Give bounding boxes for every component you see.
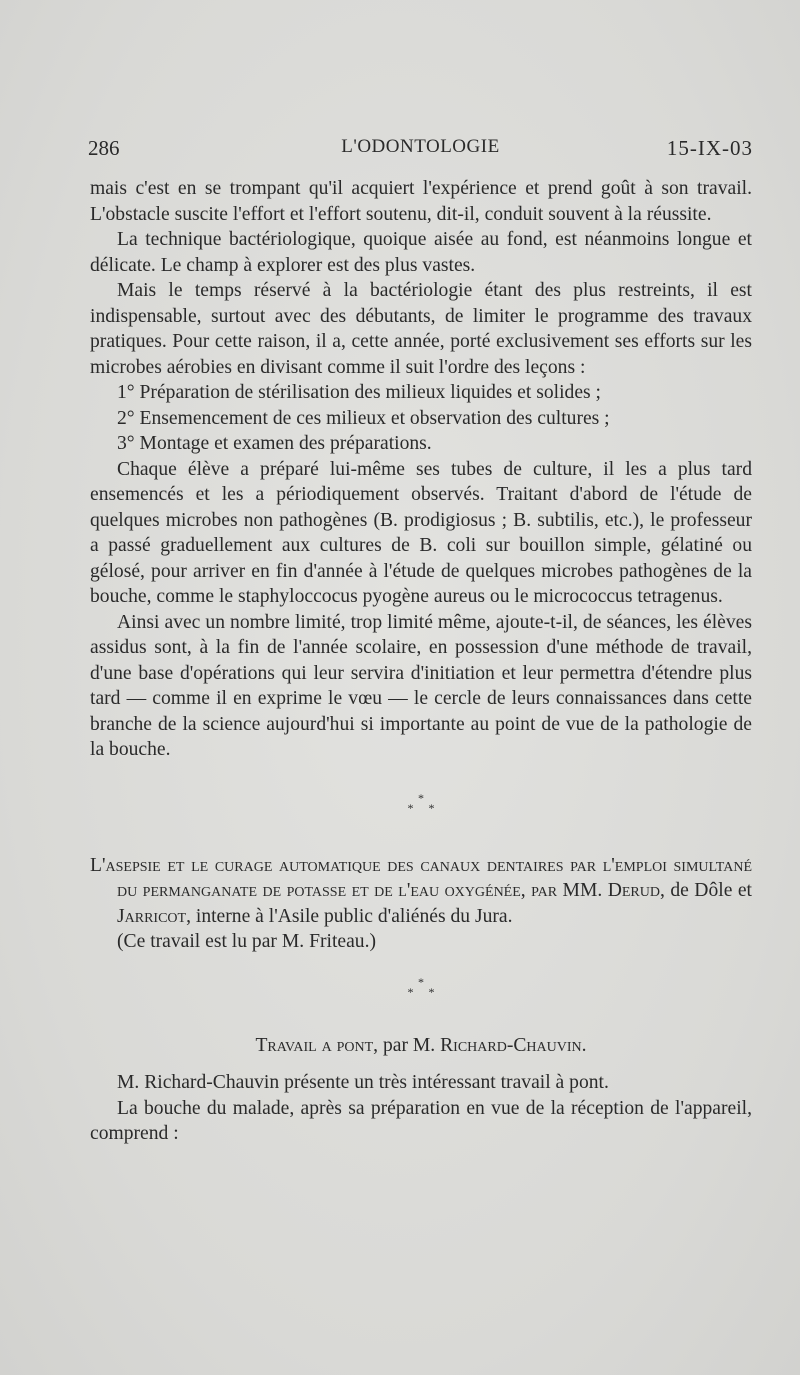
paragraph: Ainsi avec un nombre limité, trop limité même, ajoute-t-il, de séances, les élèves assidus sont, à la fin de l'année scolaire, en possession d'une méthode de travail, d'une base d'opérations qui leur servira d'initiation et leur permettra d'étendre plus tard — comme il en exprime le vœu — le cercle de leurs connaissances dans cette branche de la science aujourd'hui si importante au point de vue de la pathologie de la bouche. bbox=[90, 611, 752, 760]
issue-date: 15-IX-03 bbox=[666, 136, 753, 160]
section-title-text: , de Dôle et bbox=[660, 880, 752, 901]
section-heading-asepsie bbox=[90, 853, 752, 930]
paragraph: mais c'est en se trompant qu'il acquiert l'expérience et prend goût à son travail. L'obstacle suscite l'effort et l'effort soutenu, dit-il, conduit souvent à la réussite. bbox=[90, 178, 752, 225]
asterism-bottom: * * bbox=[407, 800, 441, 815]
list-item: 2° Ensemencement de ces milieux et observation des cultures ; bbox=[117, 407, 610, 429]
page-number: 286 bbox=[88, 136, 120, 160]
journal-title: L'ODONTOLOGIE bbox=[341, 136, 500, 157]
paragraph: Mais le temps réservé à la bactériologie étant des plus restreints, il est indispensable, surtout avec des débutants, de limiter le programme des travaux pratiques. Pour cette raison, il a, cette année, porté exclusivement ses efforts sur les microbes aérobies en divisant comme il suit l'ordre des leçons : bbox=[90, 280, 752, 378]
asterism-top: * bbox=[418, 974, 424, 989]
asterism-bottom: * * bbox=[407, 984, 441, 999]
running-header bbox=[88, 136, 753, 166]
section-title-by: , par M. bbox=[373, 1034, 441, 1056]
asterism-top: * bbox=[418, 790, 424, 805]
asterism-separator bbox=[90, 974, 752, 999]
section-title-mm: MM. bbox=[562, 880, 608, 901]
author-name: Richard-Chauvin bbox=[440, 1034, 582, 1056]
reader-note: (Ce travail est lu par M. Friteau.) bbox=[117, 931, 376, 952]
section-title-text: Travail a pont bbox=[255, 1034, 374, 1056]
section-heading-travail bbox=[90, 1033, 752, 1059]
paragraph: M. Richard-Chauvin présente un très intéressant travail à pont. bbox=[117, 1072, 609, 1093]
author-name: Jarricot bbox=[117, 905, 187, 927]
list-item: 3° Montage et examen des préparations. bbox=[117, 433, 432, 454]
paragraph: La bouche du malade, après sa préparation en vue de la réception de l'appareil, comprend : bbox=[90, 1097, 752, 1144]
section-title-text: , interne à l'Asile public d'aliénés du Jura. bbox=[186, 905, 513, 927]
main-text bbox=[90, 176, 752, 1147]
paragraph: La technique bactériologique, quoique aisée au fond, est néanmoins longue et délicate. Le champ à explorer est des plus vastes. bbox=[90, 229, 752, 276]
section-title-text: L'asepsie et le curage automatique des canaux dentaires par l'emploi simultané du permanganate de potasse et de l'eau oxygénée, par bbox=[90, 854, 752, 901]
section-title-end: . bbox=[581, 1034, 587, 1056]
asterism-separator bbox=[90, 790, 752, 815]
author-name: Derud bbox=[607, 880, 660, 901]
list-item: 1° Préparation de stérilisation des milieux liquides et solides ; bbox=[117, 382, 601, 403]
paragraph: Chaque élève a préparé lui-même ses tubes de culture, il les a plus tard ensemencés et les a périodiquement observés. Traitant d'abord de l'étude de quelques microbes non pathogènes (B. prodigiosus ; B. subtilis, etc.), le professeur a passé graduellement aux cultures de B. coli sur bouillon simple, gélatiné ou gélosé, pour arriver en fin d'année à l'étude de quelques microbes pathogènes de la bouche, comme le staphyloccocus pyogène aureus ou le micrococcus tetragenus. bbox=[90, 458, 752, 607]
